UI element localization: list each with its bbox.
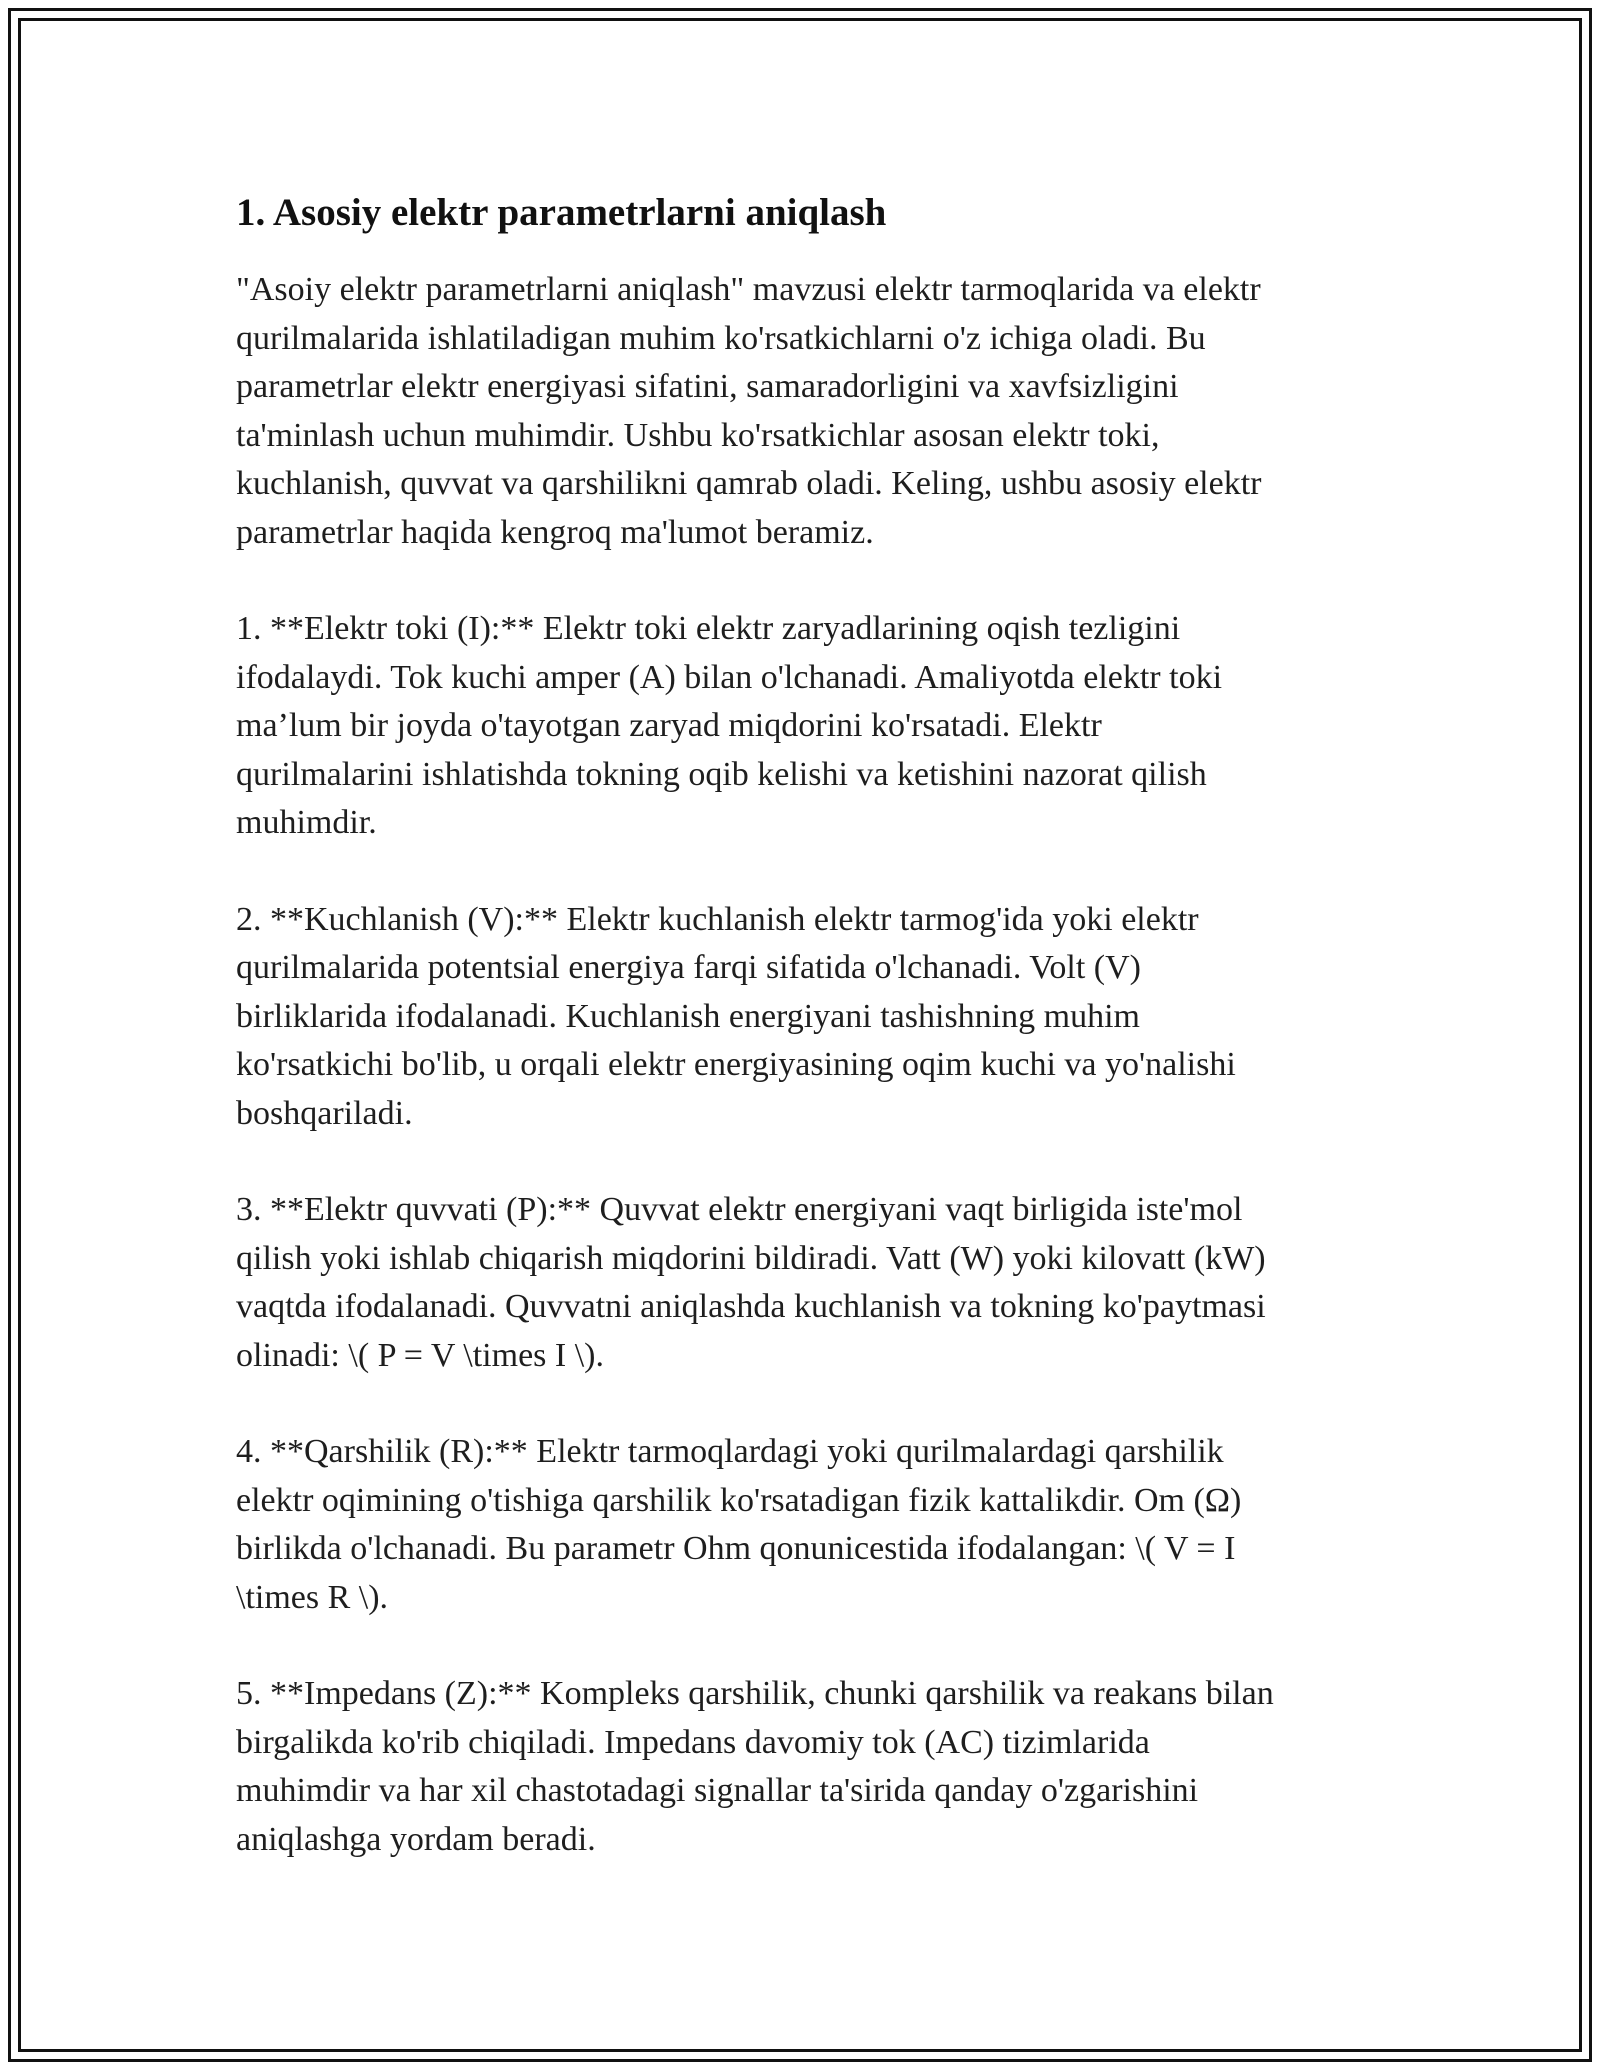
paragraph-line: aniqlashga yordam beradi. [236,1820,596,1858]
paragraph-line: ifodalaydi. Tok kuchi amper (A) bilan o'lchanadi. Amaliyotda elektr toki [236,658,1223,696]
paragraph-line: qurilmalarida ishlatiladigan muhim ko'rsatkichlarni o'z ichiga oladi. Bu [236,319,1206,357]
paragraph-line: parametrlar elektr energiyasi sifatini, samaradorligini va xavfsizligini [236,368,1179,405]
paragraph-line: birliklarida ifodalanadi. Kuchlanish energiyani tashishning muhim [236,997,1140,1035]
paragraph-line: ta'minlash uchun muhimdir. Ushbu ko'rsatkichlar asosan elektr toki, [236,416,1160,454]
intro-paragraph [236,266,1366,557]
paragraph-line: qurilmalarini ishlatishda tokning oqib kelishi va ketishini nazorat qilish [236,755,1207,793]
power-paragraph [236,1186,1366,1380]
paragraph-line: ko'rsatkichi bo'lib, u orqali elektr energiyasining oqim kuchi va yo'nalishi [236,1046,1236,1083]
voltage-paragraph [236,896,1366,1139]
paragraph-line: 5. **Impedans (Z):** Kompleks qarshilik, chunki qarshilik va reakans bilan [236,1675,1274,1712]
paragraph-line: ma’lum bir joyda o'tayotgan zaryad miqdorini ko'rsatadi. Elektr [236,707,1102,744]
paragraph-line: parametrlar haqida kengroq ma'lumot beramiz. [236,513,874,551]
document-title: 1. Asosiy elektr parametrlarni aniqlash [236,191,887,234]
resistance-paragraph [236,1428,1366,1622]
paragraph-line: 3. **Elektr quvvati (P):** Quvvat elektr energiyani vaqt birligida iste'mol [236,1191,1243,1228]
document-body [236,186,1366,1912]
paragraph-line: \times R \). [236,1578,389,1616]
paragraph-line: birlikda o'lchanadi. Bu parametr Ohm qonunicestida ifodalangan: \( V = I [236,1530,1236,1567]
paragraph-line: muhimdir va har xil chastotadagi signallar ta'sirida qanday o'zgarishini [236,1772,1199,1809]
paragraph-line: qurilmalarida potentsial energiya farqi sifatida o'lchanadi. Volt (V) [236,949,1141,986]
paragraph-line: boshqariladi. [236,1094,413,1132]
impedance-paragraph [236,1670,1366,1864]
paragraph-line: 1. **Elektr toki (I):** Elektr toki elektr zaryadlarining oqish tezligini [236,610,1181,647]
current-paragraph [236,605,1366,848]
paragraph-line: olinadi: \( P = V \times I \). [236,1336,604,1374]
paragraph-line: vaqtda ifodalanadi. Quvvatni aniqlashda kuchlanish va tokning ko'paytmasi [236,1288,1266,1325]
paragraph-line: 2. **Kuchlanish (V):** Elektr kuchlanish elektr tarmog'ida yoki elektr [236,900,1199,938]
paragraph-line: kuchlanish, quvvat va qarshilikni qamrab oladi. Keling, ushbu asosiy elektr [236,465,1262,502]
paragraph-line: 4. **Qarshilik (R):** Elektr tarmoqlardagi yoki qurilmalardagi qarshilik [236,1433,1224,1470]
paragraph-line: muhimdir. [236,804,377,841]
paragraph-line: birgalikda ko'rib chiqiladi. Impedans davomiy tok (AC) tizimlarida [236,1723,1150,1761]
paragraph-line: "Asoiy elektr parametrlarni aniqlash" mavzusi elektr tarmoqlarida va elektr [236,271,1261,308]
paragraph-line: qilish yoki ishlab chiqarish miqdorini bildiradi. Vatt (W) yoki kilovatt (kW) [236,1239,1266,1277]
paragraph-line: elektr oqimining o'tishiga qarshilik ko'rsatadigan fizik kattalikdir. Om (Ω) [236,1481,1242,1519]
